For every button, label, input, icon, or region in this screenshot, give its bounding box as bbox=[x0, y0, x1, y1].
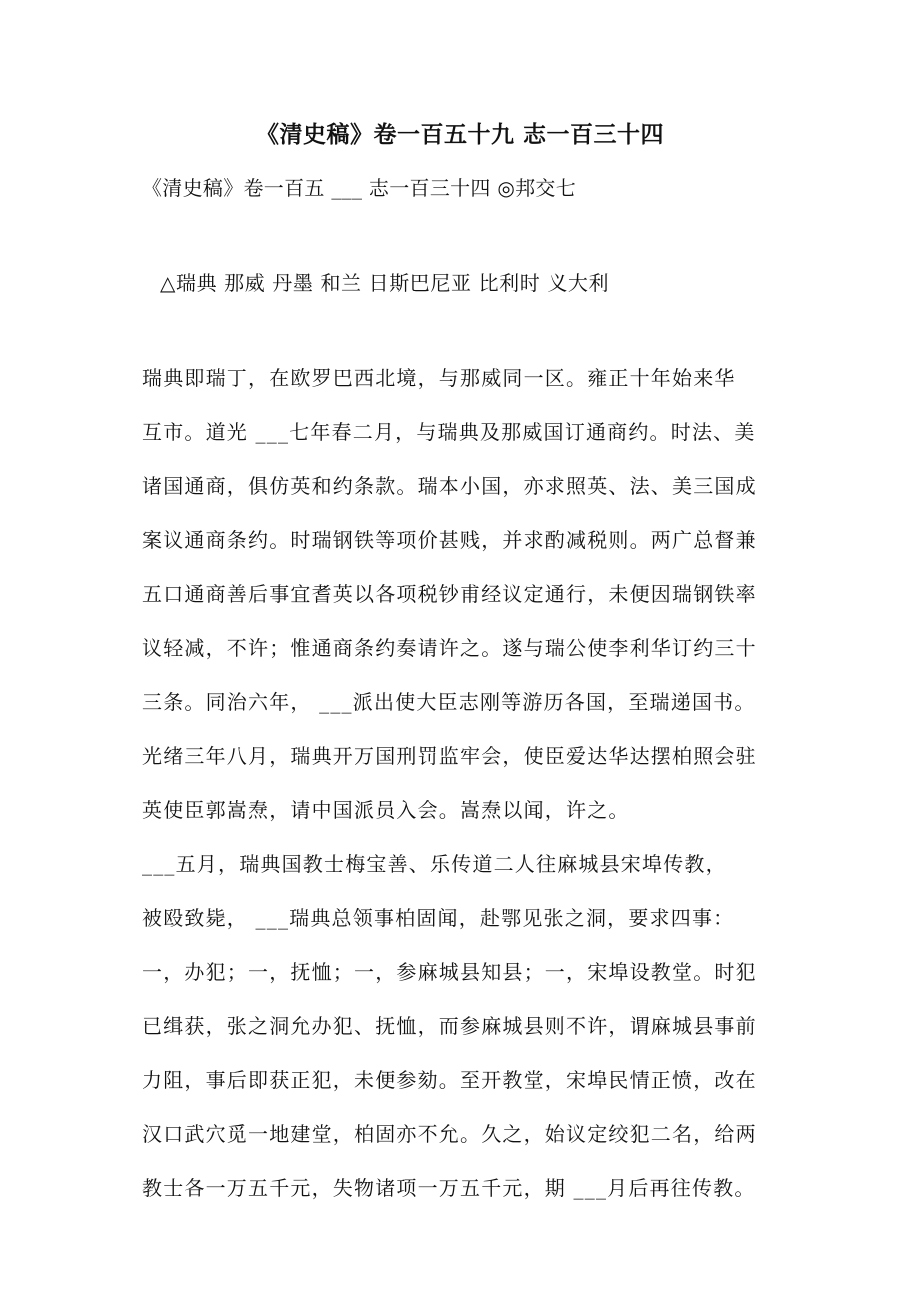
text-line: ___五月，瑞典国教士梅宝善、乐传道二人往麻城县宋埠传教， bbox=[142, 852, 727, 876]
page-title: 《清史稿》卷一百五十九 志一百三十四 bbox=[255, 121, 664, 148]
text-line: 五口通商善后事宜耆英以各项税钞甫经议定通行，未便因瑞钢铁率 bbox=[142, 582, 757, 606]
text-line: 已缉获，张之洞允办犯、抚恤，而参麻城县则不许，谓麻城县事前 bbox=[142, 1014, 757, 1038]
text-line: 汉口武穴觅一地建堂，柏固亦不允。久之，始议定绞犯二名，给两 bbox=[142, 1122, 757, 1146]
text-line: 一，办犯；一，抚恤；一，参麻城县知县；一，宋埠设教堂。时犯 bbox=[142, 960, 757, 984]
text-line: 英使臣郭嵩焘，请中国派员入会。嵩焘以闻，许之。 bbox=[142, 798, 630, 822]
text-line: 案议通商条约。时瑞钢铁等项价甚贱，并求酌减税则。两广总督兼 bbox=[142, 528, 757, 552]
text-line: 教士各一万五千元，失物诸项一万五千元，期 ___月后再往传教。 bbox=[142, 1176, 756, 1200]
countries-heading: △瑞典 那威 丹墨 和兰 日斯巴尼亚 比利时 义大利 bbox=[160, 271, 610, 295]
text-line: 三条。同治六年， ___派出使大臣志刚等游历各国，至瑞递国书。 bbox=[142, 690, 756, 714]
text-line: 议轻减，不许；惟通商条约奏请许之。遂与瑞公使李利华订约三十 bbox=[142, 636, 757, 660]
text-line: 被殴致毙， ___瑞典总领事柏固闻，赴鄂见张之洞，要求四事： bbox=[142, 906, 735, 930]
text-line: 瑞典即瑞丁，在欧罗巴西北境，与那威同一区。雍正十年始来华 bbox=[142, 366, 736, 390]
text-line: 力阻，事后即获正犯，未便参劾。至开教堂，宋埠民情正愤，改在 bbox=[142, 1068, 757, 1092]
text-line: 互市。道光 ___七年春二月，与瑞典及那威国订通商约。时法、美 bbox=[142, 420, 756, 444]
text-line: 诸国通商，俱仿英和约条款。瑞本小国，亦求照英、法、美三国成 bbox=[142, 474, 757, 498]
text-line: 光绪三年八月，瑞典开万国刑罚监牢会，使臣爱达华达摆柏照会驻 bbox=[142, 744, 757, 768]
page-subtitle: 《清史稿》卷一百五 ___ 志一百三十四 ◎邦交七 bbox=[142, 176, 577, 200]
